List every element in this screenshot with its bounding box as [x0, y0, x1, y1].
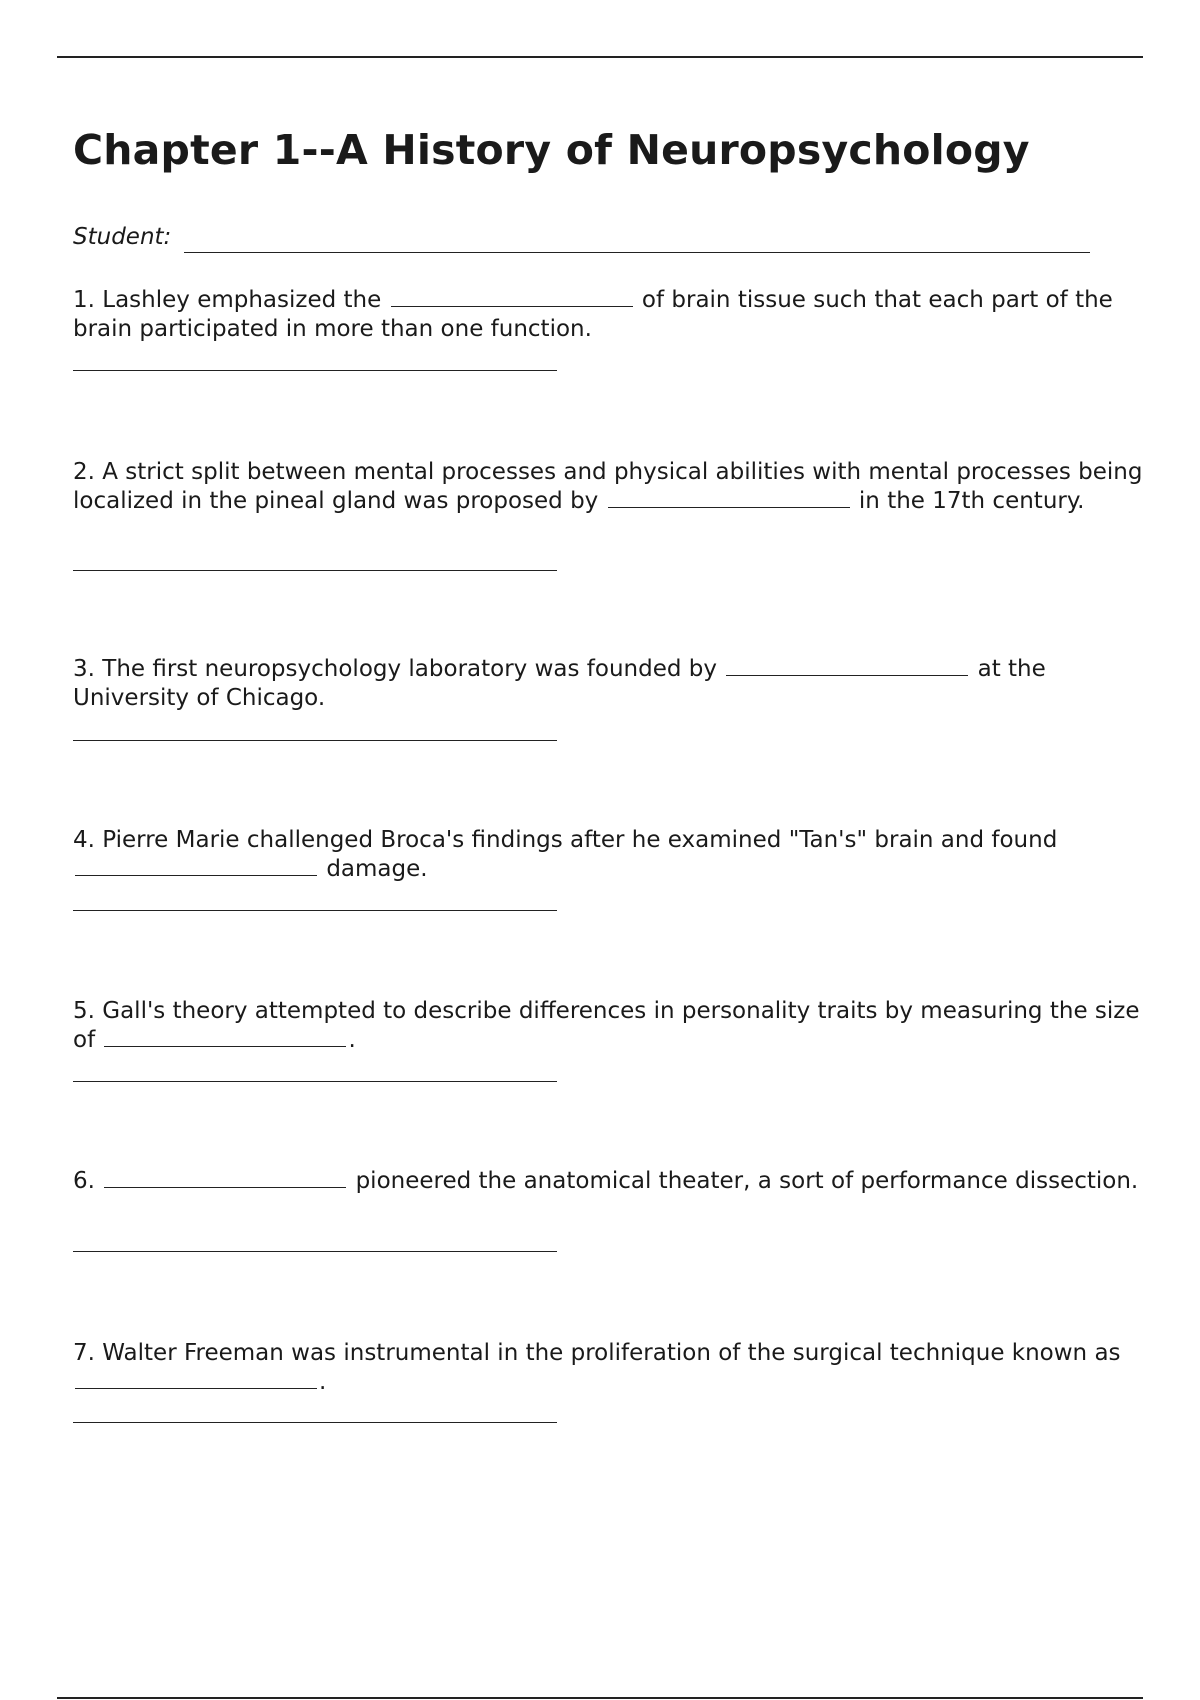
question-text-after: of brain tissue such that each part of the brain participated in more than one function.	[73, 287, 1113, 342]
student-label: Student:	[73, 224, 172, 250]
answer-line-3[interactable]	[73, 740, 557, 741]
question-text-after: in the 17th century.	[858, 487, 1085, 514]
answer-line-4[interactable]	[73, 910, 557, 911]
fill-in-blank[interactable]	[75, 874, 317, 876]
fill-in-blank[interactable]	[726, 674, 968, 676]
question-text-after: at the University of Chicago.	[73, 656, 1046, 711]
answer-line-7[interactable]	[73, 1422, 557, 1423]
question-number: 3.	[73, 656, 95, 682]
page-title: Chapter 1--A History of Neuropsychology	[73, 126, 1030, 174]
question-text-before: Gall's theory attempted to describe differences in personality traits by measuring the size of	[73, 998, 1140, 1053]
bottom-divider	[57, 1697, 1143, 1699]
question-2	[73, 458, 1153, 515]
fill-in-blank[interactable]	[75, 1387, 317, 1389]
question-text-before: Walter Freeman was instrumental in the proliferation of the surgical technique known as	[102, 1340, 1121, 1366]
answer-line-6[interactable]	[73, 1251, 557, 1252]
question-text-after: damage.	[326, 855, 428, 882]
question-4	[73, 826, 1153, 883]
question-text-before: A strict split between mental processes and physical abilities with mental processes being localized in the pineal gland was proposed by	[73, 459, 1143, 514]
question-7	[73, 1339, 1153, 1396]
fill-in-blank[interactable]	[608, 506, 850, 508]
student-name-field[interactable]	[184, 252, 1090, 253]
question-number: 7.	[73, 1340, 95, 1366]
fill-in-blank[interactable]	[391, 305, 633, 307]
question-text-before: Pierre Marie challenged Broca's findings after he examined "Tan's" brain and found	[102, 827, 1058, 853]
question-text-after: .	[348, 1026, 356, 1053]
fill-in-blank[interactable]	[104, 1186, 346, 1188]
answer-line-1[interactable]	[73, 370, 557, 371]
answer-line-2[interactable]	[73, 570, 557, 571]
question-number: 6.	[73, 1168, 95, 1194]
question-text-after: .	[319, 1368, 327, 1395]
question-6	[73, 1167, 1153, 1196]
question-number: 2.	[73, 459, 95, 485]
answer-line-5[interactable]	[73, 1081, 557, 1082]
question-text-after: pioneered the anatomical theater, a sort of performance dissection.	[355, 1168, 1139, 1194]
fill-in-blank[interactable]	[104, 1045, 346, 1047]
question-number: 1.	[73, 287, 95, 313]
question-3	[73, 655, 1153, 712]
question-number: 4.	[73, 827, 95, 853]
question-5	[73, 997, 1153, 1054]
top-divider	[57, 56, 1143, 58]
question-text-before: Lashley emphasized the	[102, 287, 382, 313]
question-1	[73, 286, 1153, 343]
question-text-before: The first neuropsychology laboratory was founded by	[102, 656, 717, 682]
question-number: 5.	[73, 998, 95, 1024]
